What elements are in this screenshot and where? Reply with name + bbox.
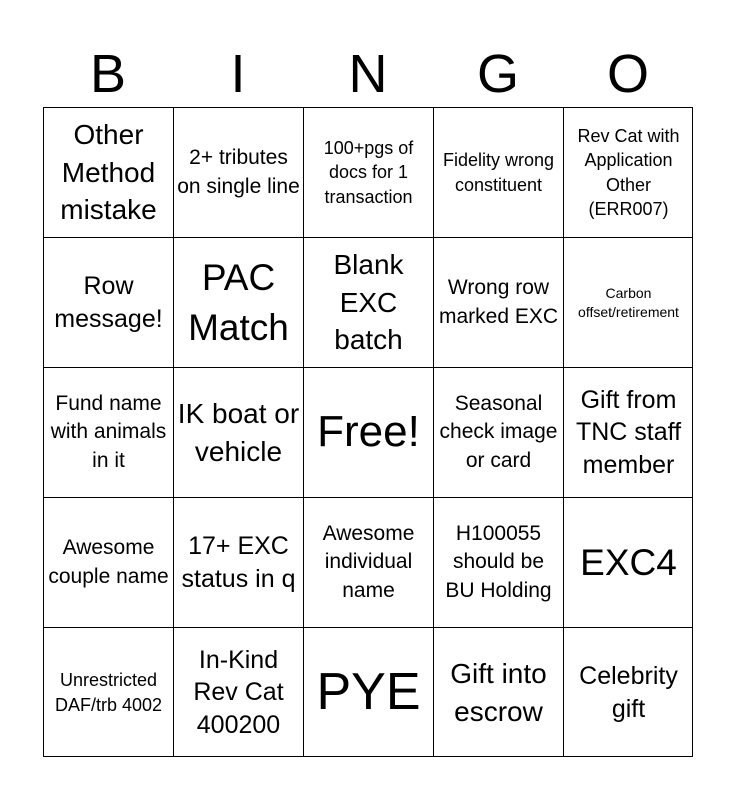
bingo-cell[interactable] bbox=[563, 237, 693, 367]
header-letter-g: G bbox=[476, 44, 519, 104]
cell-text: IK boat or vehicle bbox=[177, 397, 300, 467]
header-letter-b: B bbox=[89, 44, 127, 104]
cell-text: H100055 should be BU Holding bbox=[445, 521, 552, 602]
cell-text: Other Method mistake bbox=[60, 118, 157, 226]
cell-text: PAC Match bbox=[188, 256, 289, 348]
bingo-header bbox=[43, 40, 693, 108]
bingo-cell[interactable] bbox=[433, 497, 563, 627]
cell-text: Carbon offset/retirement bbox=[578, 285, 679, 320]
bingo-cell[interactable] bbox=[43, 627, 173, 757]
cell-text: Awesome couple name bbox=[48, 536, 169, 588]
bingo-cell[interactable] bbox=[433, 237, 563, 367]
bingo-cell[interactable] bbox=[173, 367, 303, 497]
cell-text: 100+pgs of docs for 1 transaction bbox=[323, 138, 414, 207]
header-letter-o: O bbox=[606, 44, 649, 104]
bingo-cell[interactable] bbox=[433, 367, 563, 497]
cell-text: Fund name with animals in it bbox=[50, 391, 167, 472]
bingo-cell[interactable] bbox=[303, 237, 433, 367]
cell-text: Blank EXC batch bbox=[333, 248, 404, 356]
cell-text: PYE bbox=[316, 663, 421, 722]
cell-text: 2+ tributes on single line bbox=[177, 146, 300, 198]
bingo-cell[interactable] bbox=[303, 107, 433, 237]
header-letter-n: N bbox=[348, 44, 388, 104]
cell-text: Gift into escrow bbox=[450, 657, 547, 727]
bingo-cell[interactable] bbox=[303, 627, 433, 757]
bingo-cell[interactable] bbox=[43, 107, 173, 237]
bingo-cell[interactable] bbox=[303, 497, 433, 627]
cell-text: In-Kind Rev Cat 400200 bbox=[193, 645, 284, 739]
bingo-cell[interactable] bbox=[173, 497, 303, 627]
header-letter-i: I bbox=[230, 44, 246, 104]
bingo-cell[interactable] bbox=[563, 107, 693, 237]
bingo-cell[interactable] bbox=[173, 237, 303, 367]
bingo-cell[interactable] bbox=[173, 627, 303, 757]
cell-text: EXC4 bbox=[580, 541, 677, 583]
bingo-cell[interactable] bbox=[43, 237, 173, 367]
bingo-cell[interactable] bbox=[43, 497, 173, 627]
bingo-cell[interactable] bbox=[43, 367, 173, 497]
bingo-cell[interactable] bbox=[563, 367, 693, 497]
bingo-cell[interactable] bbox=[173, 107, 303, 237]
bingo-cell[interactable] bbox=[563, 627, 693, 757]
cell-text: Unrestricted DAF/trb 4002 bbox=[54, 670, 163, 715]
cell-text: Rev Cat with Application Other (ERR007) bbox=[577, 125, 680, 219]
free-space-text: Free! bbox=[317, 407, 420, 457]
cell-text: Fidelity wrong constituent bbox=[442, 150, 555, 195]
cell-text: Wrong row marked EXC bbox=[438, 276, 559, 328]
cell-text: Celebrity gift bbox=[579, 662, 678, 723]
cell-text: Gift from TNC staff member bbox=[575, 385, 682, 479]
cell-text: Seasonal check image or card bbox=[439, 391, 558, 472]
bingo-board bbox=[43, 107, 693, 757]
bingo-cell[interactable] bbox=[563, 497, 693, 627]
cell-text: Row message! bbox=[54, 272, 163, 333]
bingo-cell[interactable] bbox=[433, 107, 563, 237]
bingo-cell[interactable] bbox=[433, 627, 563, 757]
cell-text: 17+ EXC status in q bbox=[181, 532, 296, 593]
free-space-cell[interactable] bbox=[303, 367, 433, 497]
cell-text: Awesome individual name bbox=[322, 521, 415, 602]
